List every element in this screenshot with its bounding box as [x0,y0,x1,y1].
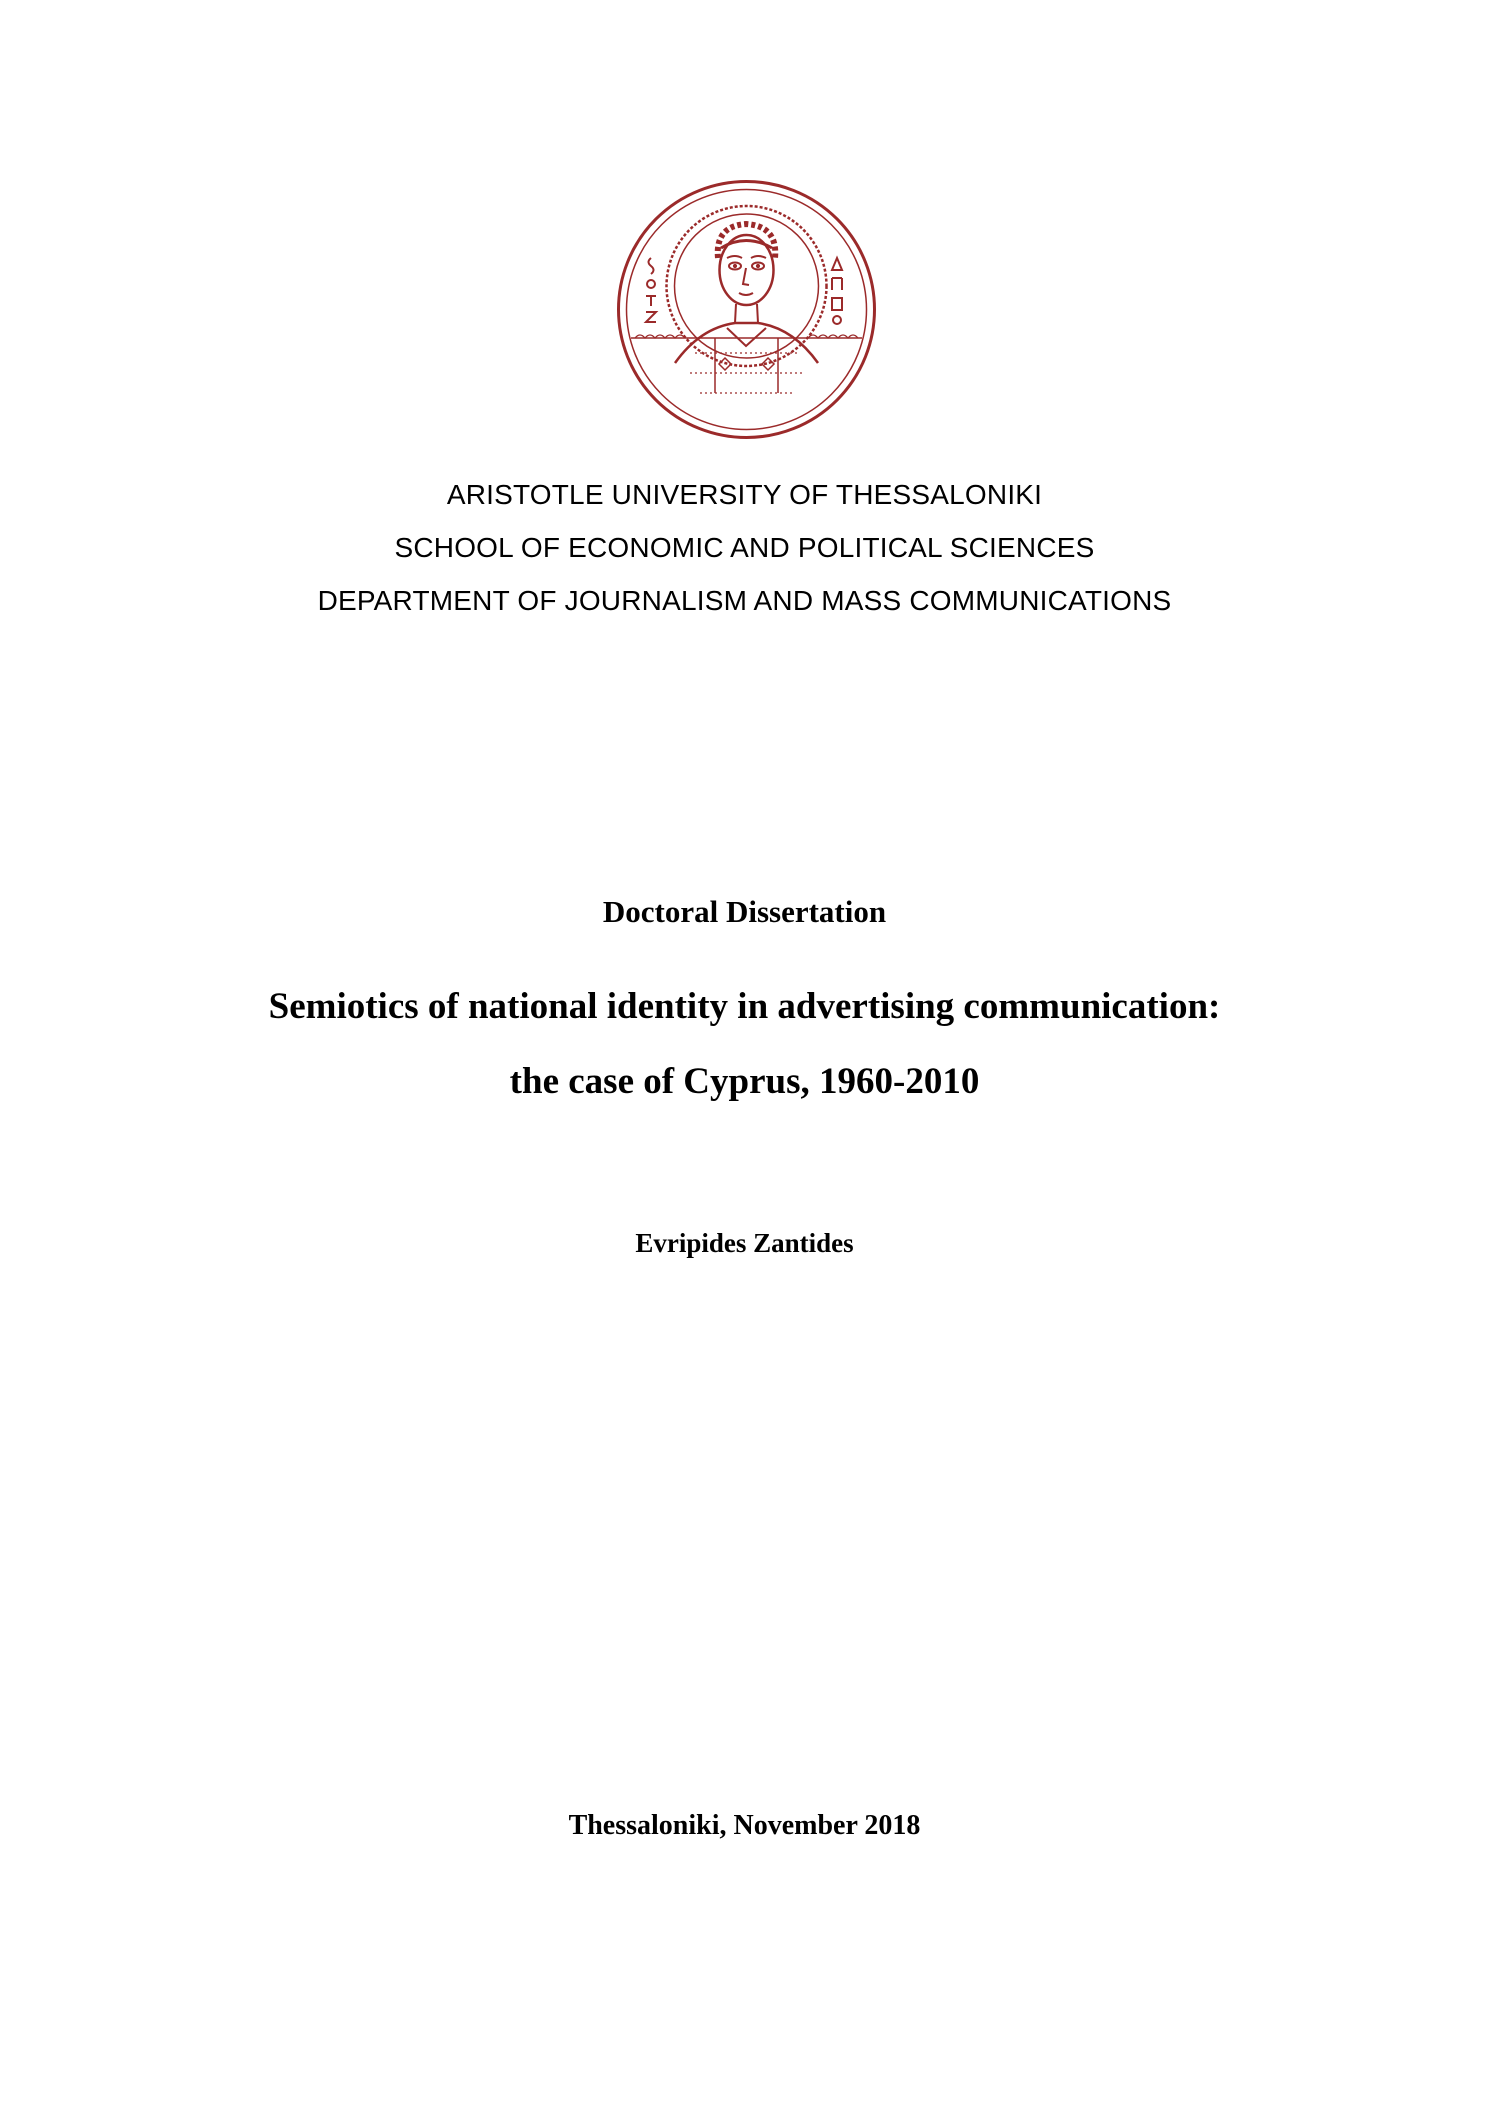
school-name: SCHOOL OF ECONOMIC AND POLITICAL SCIENCES [394,532,1095,563]
place-and-date: Thessaloniki, November 2018 [568,1810,921,1841]
dissertation-title-line-1: Semiotics of national identity in advertising communication: [268,986,1221,1027]
department-name: DEPARTMENT OF JOURNALISM AND MASS COMMUNICATIONS [317,585,1172,616]
dissertation-title-line-2: the case of Cyprus, 1960-2010 [509,1061,980,1102]
university-name: ARISTOTLE UNIVERSITY OF THESSALONIKI [446,479,1043,510]
document-type: Doctoral Dissertation [602,894,887,929]
university-seal-icon [615,178,878,441]
author-name: Evripides Zantides [635,1228,854,1258]
